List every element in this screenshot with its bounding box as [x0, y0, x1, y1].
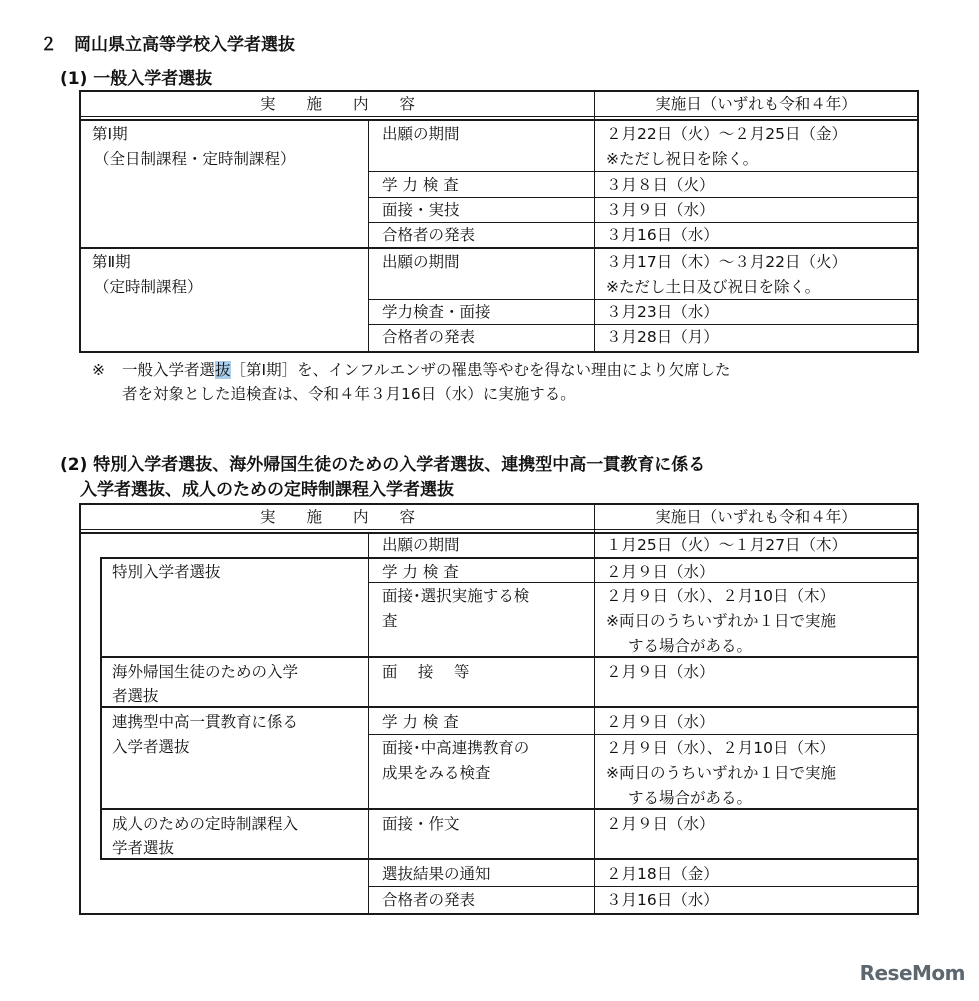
p1-item-application: 出願の期間: [382, 125, 460, 143]
p2-item-exam-interview: 学力検査・面接: [382, 303, 491, 321]
subsection-2-title-line-1: (2) 特別入学者選抜、海外帰国生徒のための入学者選抜、連携型中高一貫教育に係る: [60, 455, 706, 475]
adult-date: ２月９日（水）: [606, 815, 715, 833]
t2-date-notification: ２月18日（金）: [606, 865, 719, 883]
table-1-header-content: 実 施 内 容: [259, 95, 415, 113]
table-2-header-date: 実施日（いずれも令和４年）: [655, 508, 857, 526]
note-line-1-part-a: 一般入学者選: [122, 361, 216, 379]
integrated-note-line-1: ※両日のうちいずれか１日で実施: [606, 764, 836, 782]
period-2-name: 第Ⅱ期: [92, 253, 131, 271]
adult-item: 面接・作文: [382, 815, 460, 833]
p1-date-exam: ３月８日（火）: [606, 176, 715, 194]
returnee-item: 面 接 等: [382, 663, 470, 681]
integrated-note-line-2: する場合がある。: [628, 789, 753, 807]
subsection-2-title-line-2: 入学者選抜、成人のための定時制課程入学者選抜: [80, 480, 454, 500]
special-note-line-1: ※両日のうちいずれか１日で実施: [606, 612, 836, 630]
p2-item-application: 出願の期間: [382, 253, 460, 271]
p2-note-application: ※ただし土日及び祝日を除く。: [606, 278, 821, 296]
table-1-header-date: 実施日（いずれも令和４年）: [655, 95, 857, 113]
t2-item-notification: 選抜結果の通知: [382, 865, 491, 883]
integrated-name-line-2: 入学者選抜: [112, 738, 190, 756]
special-item-exam: 学 力 検 査: [382, 563, 459, 581]
special-date-interview: ２月９日（水）、２月10日（木）: [606, 587, 835, 605]
p1-date-interview: ３月９日（水）: [606, 201, 715, 219]
period-2-sub: （定時制課程）: [94, 278, 203, 296]
special-selection-name: 特別入学者選抜: [112, 563, 221, 581]
note-mark: ※: [92, 361, 105, 379]
returnee-name-line-1: 海外帰国生徒のための入学: [112, 663, 299, 681]
returnee-date: ２月９日（水）: [606, 663, 715, 681]
t2-item-announcement: 合格者の発表: [382, 891, 476, 909]
adult-name-line-2: 学者選抜: [112, 839, 175, 857]
table-2-header-content: 実 施 内 容: [259, 508, 415, 526]
note-line-1-part-b: ［第Ⅰ期］を、インフルエンザの罹患等やむを得ない理由により欠席した: [230, 361, 731, 379]
adult-name-line-1: 成人のための定時制課程入: [112, 815, 299, 833]
p1-note-application: ※ただし祝日を除く。: [606, 150, 759, 168]
integrated-date-interview: ２月９日（水）、２月10日（木）: [606, 739, 835, 757]
t2-item-application: 出願の期間: [382, 536, 460, 554]
integrated-item-interview-line-1: 面接･中高連携教育の: [382, 739, 530, 757]
period-1-name: 第Ⅰ期: [92, 125, 128, 143]
special-note-line-2: する場合がある。: [628, 637, 753, 655]
note-line-1: [122, 358, 731, 383]
section-title: ２ 岡山県立高等学校入学者選抜: [40, 35, 295, 55]
p2-item-announcement: 合格者の発表: [382, 328, 476, 346]
t2-date-announcement: ３月16日（水）: [606, 891, 719, 909]
p1-item-interview: 面接・実技: [382, 201, 460, 219]
t2-date-application: １月25日（火）～１月27日（木）: [606, 536, 847, 554]
returnee-name-line-2: 者選抜: [112, 687, 159, 705]
integrated-name-line-1: 連携型中高一貫教育に係る: [112, 713, 299, 731]
integrated-date-exam: ２月９日（水）: [606, 713, 715, 731]
special-date-exam: ２月９日（水）: [606, 563, 715, 581]
p2-date-announcement: ３月28日（月）: [606, 328, 719, 346]
note-line-2: 者を対象とした追検査は、令和４年３月16日（水）に実施する。: [122, 385, 576, 403]
subsection-1-title: (1) 一般入学者選抜: [60, 69, 213, 89]
special-item-interview-line-1: 面接･選択実施する検: [382, 587, 530, 605]
special-item-interview-line-2: 査: [382, 612, 398, 630]
p2-date-exam-interview: ３月23日（水）: [606, 303, 719, 321]
integrated-item-exam: 学 力 検 査: [382, 713, 459, 731]
resemom-logo: ReseMom: [859, 961, 965, 985]
p1-date-application: ２月22日（火）～２月25日（金）: [606, 125, 847, 143]
note-highlight: 抜: [215, 361, 231, 379]
period-1-sub: （全日制課程・定時制課程）: [94, 150, 296, 168]
p1-item-announcement: 合格者の発表: [382, 226, 476, 244]
integrated-item-interview-line-2: 成果をみる検査: [382, 764, 491, 782]
p2-date-application: ３月17日（木）～３月22日（火）: [606, 253, 847, 271]
p1-date-announcement: ３月16日（水）: [606, 226, 719, 244]
p1-item-exam: 学 力 検 査: [382, 176, 459, 194]
